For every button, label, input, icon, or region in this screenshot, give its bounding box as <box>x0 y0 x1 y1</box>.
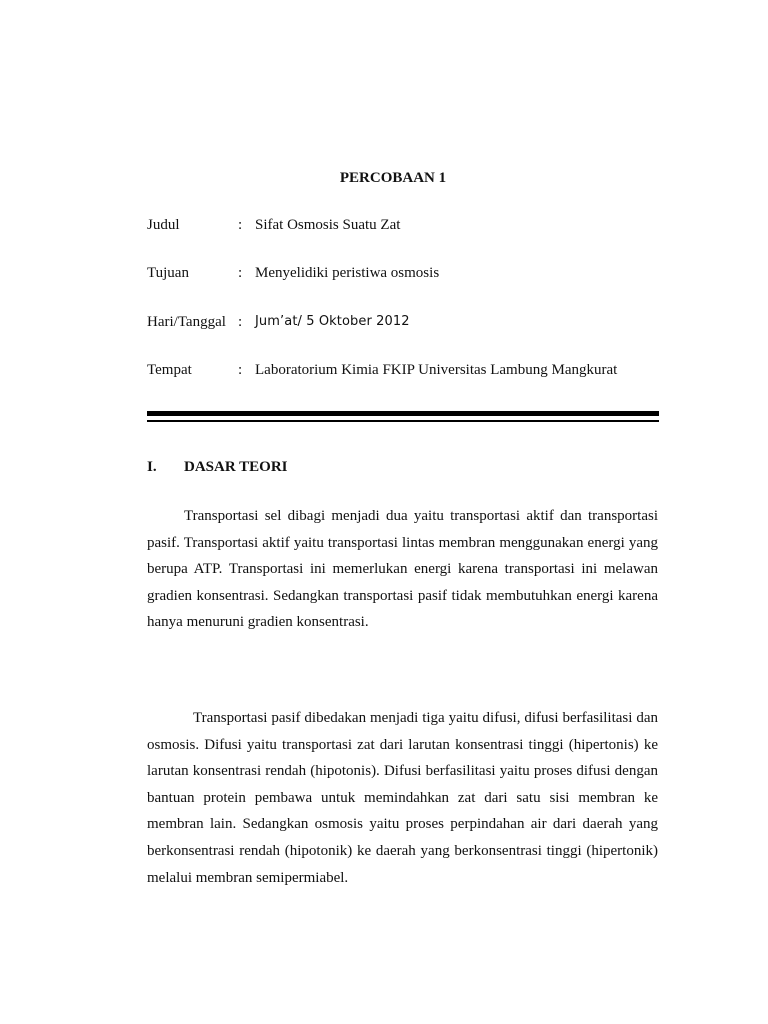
section-number: I. <box>147 459 157 475</box>
info-label-tujuan: Tujuan <box>147 265 189 281</box>
info-value-tujuan: Menyelidiki peristiwa osmosis <box>255 265 440 281</box>
info-label-hari-tanggal: Hari/Tanggal <box>147 314 226 330</box>
info-value-hari-tanggal: Jum’at/ 5 Oktober 2012 <box>255 314 410 329</box>
info-colon: : <box>238 362 243 378</box>
section-title: DASAR TEORI <box>184 459 288 475</box>
info-label-tempat: Tempat <box>147 362 192 378</box>
body-paragraph-2: Transportasi pasif dibedakan menjadi tiga yaitu difusi, difusi berfasilitasi dan osmosis. Difusi yaitu transportasi zat dari larutan konsentrasi tinggi (hipertonis) ke larutan konsentrasi rendah (hipotonis). Difusi berfasilitasi yaitu proses difusi dengan bantuan protein pembawa untuk memindahkan zat dari satu sisi membran ke membran lain. Sedangkan osmosis yaitu proses perpindahan air dari daerah yang berkonsentrasi rendah (hipotonik) ke daerah yang berkonsentrasi tinggi (hipertonik) melalui membran semipermiabel. <box>147 710 658 886</box>
info-colon: : <box>238 217 243 233</box>
info-value-judul: Sifat Osmosis Suatu Zat <box>255 217 401 233</box>
info-colon: : <box>238 265 243 281</box>
divider-thin <box>147 420 659 422</box>
divider-thick <box>147 411 659 416</box>
info-label-judul: Judul <box>147 217 180 233</box>
info-colon: : <box>238 314 243 330</box>
info-value-tempat: Laboratorium Kimia FKIP Universitas Lambung Mangkurat <box>255 362 618 378</box>
document-title: PERCOBAAN 1 <box>339 170 447 186</box>
body-paragraph-1: Transportasi sel dibagi menjadi dua yaitu transportasi aktif dan transportasi pasif. Transportasi aktif yaitu transportasi lintas membran menggunakan energi yang berupa ATP. Transportasi ini memerlukan energi karena transportasi ini melawan gradien konsentrasi. Sedangkan transportasi pasif tidak membutuhkan energi karena hanya menuruni gradien konsentrasi. <box>147 508 658 631</box>
